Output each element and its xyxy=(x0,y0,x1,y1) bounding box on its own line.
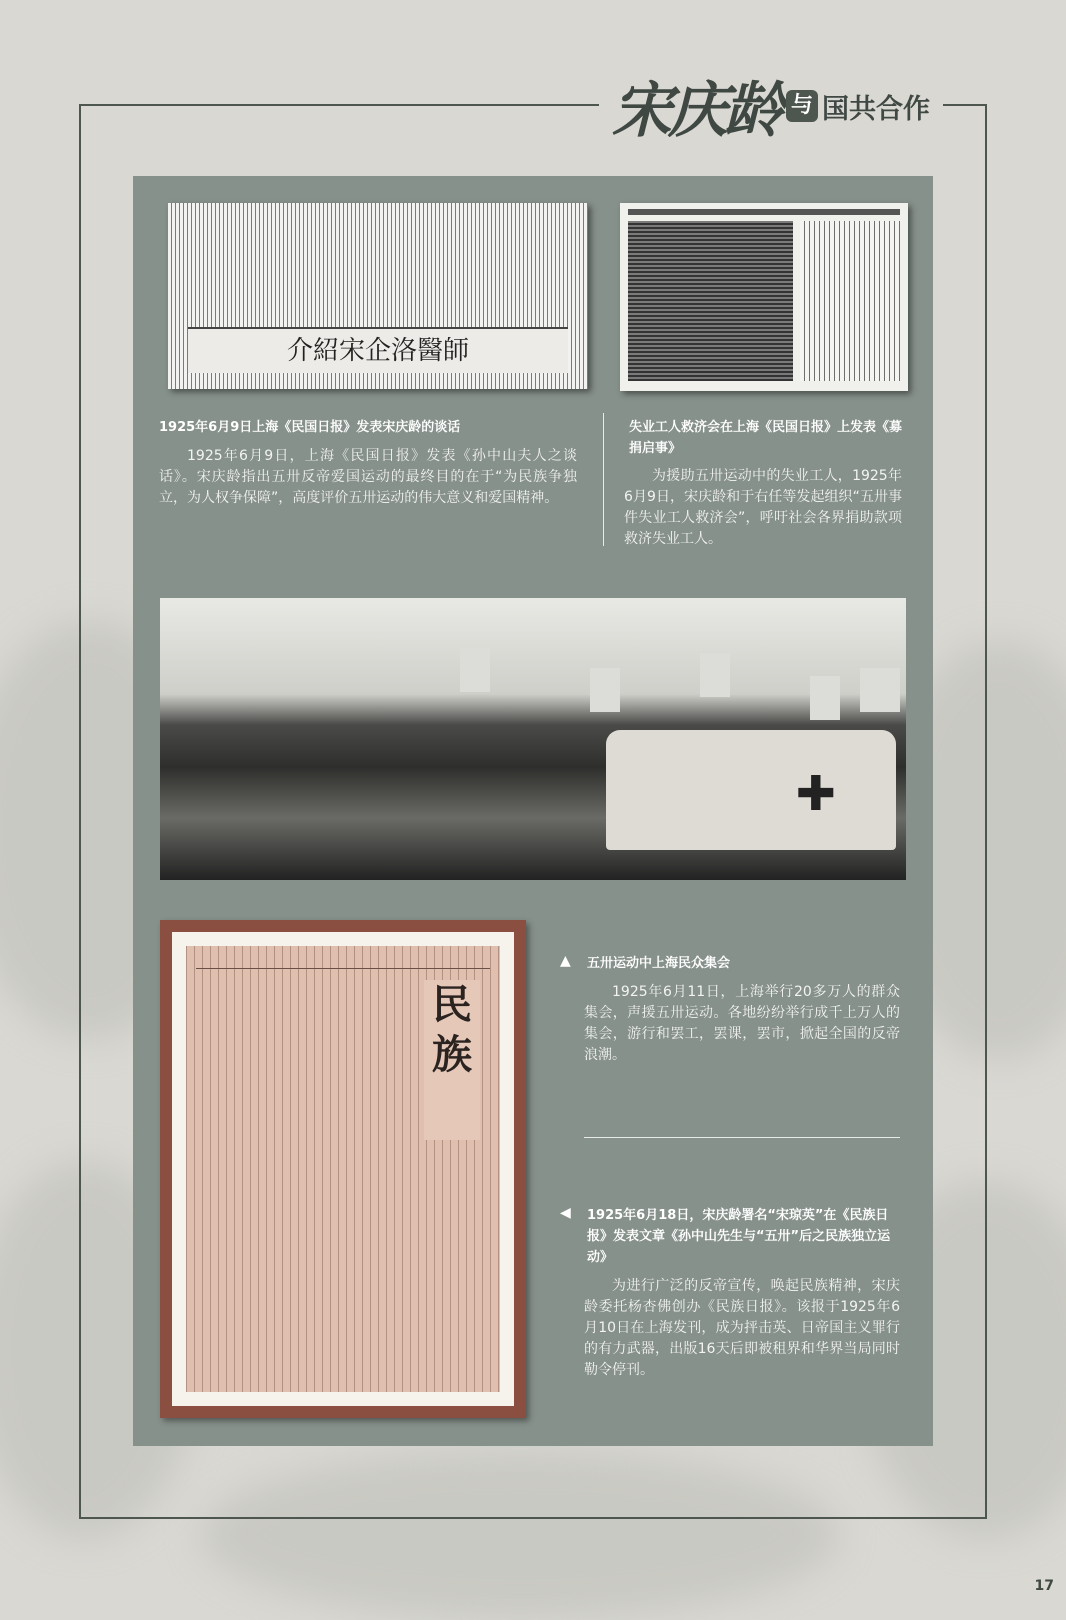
caption-body: 为援助五卅运动中的失业工人，1925年6月9日，宋庆龄和于右任等发起组织“五卅事件失业工人救济会”，呼吁社会各界捐助款项救济失业工人。 xyxy=(624,468,902,547)
newspaper-header-band xyxy=(196,950,490,969)
photo-flag xyxy=(810,676,840,720)
newspaper-header-band xyxy=(628,209,900,215)
caption-body: 1925年6月9日，上海《民国日报》发表《孙中山夫人之谈话》。宋庆龄指出五卅反帝爱国运动的最终目的在于“为民族争独立，为人权争保障”，高度评价五卅运动的伟大意义和爱国精神。 xyxy=(159,448,577,506)
newspaper-image-donation-notice xyxy=(620,203,908,391)
caption-title: 1925年6月9日上海《民国日报》发表宋庆龄的谈话 xyxy=(159,420,461,435)
caption-title: 失业工人救济会在上海《民国日报》上发表《募捐启事》 xyxy=(629,420,903,456)
newspaper-image-minguo-ribao-interview xyxy=(168,203,588,389)
photo-shanghai-mass-rally xyxy=(160,598,906,880)
caption-title: 五卅运动中上海民众集会 xyxy=(587,956,731,971)
header-subtitle: 国共合作 xyxy=(822,93,930,125)
photo-flag xyxy=(860,668,900,712)
section-divider xyxy=(584,1137,900,1138)
photo-flag xyxy=(700,653,730,697)
photo-red-cross-vehicle xyxy=(606,730,896,850)
page-number: 17 xyxy=(1034,1578,1054,1594)
newspaper-dark-block xyxy=(628,221,793,381)
triangle-up-icon: ▲ xyxy=(560,953,571,969)
caption-body: 1925年6月11日，上海举行20多万人的群众集会，声援五卅运动。各地纷纷举行成千上万人的集会，游行和罢工，罢课，罢市，掀起全国的反帝浪潮。 xyxy=(584,984,900,1063)
photo-flag xyxy=(460,648,490,692)
frame-top-line xyxy=(79,104,599,106)
caption-body: 为进行广泛的反帝宣传，唤起民族精神，宋庆龄委托杨杏佛创办《民族日报》。该报于1925年6月10日在上海发刊，成为抨击英、日帝国主义罪行的有力武器，出版16天后即被租界和华界当局同时勒令停刊。 xyxy=(584,1278,900,1378)
newspaper-advert-text: 介紹宋企洛醫師 xyxy=(188,327,568,373)
photo-flag xyxy=(590,668,620,712)
newspaper-image-minzu-ribao xyxy=(160,920,526,1418)
newspaper-masthead: 民族 xyxy=(424,980,480,1140)
frame-top-line xyxy=(943,104,987,106)
header-brand: 宋庆龄 xyxy=(612,76,780,146)
newspaper-columns xyxy=(800,221,900,381)
red-cross-icon: ✚ xyxy=(795,766,836,822)
column-divider xyxy=(603,413,604,546)
header-connector: 与 xyxy=(786,90,818,122)
caption-title: 1925年6月18日，宋庆龄署名“宋琼英”在《民族日报》发表文章《孙中山先生与“五卅”后之民族独立运动》 xyxy=(587,1208,891,1265)
triangle-left-icon: ◀ xyxy=(560,1205,571,1221)
page-header xyxy=(612,66,930,146)
